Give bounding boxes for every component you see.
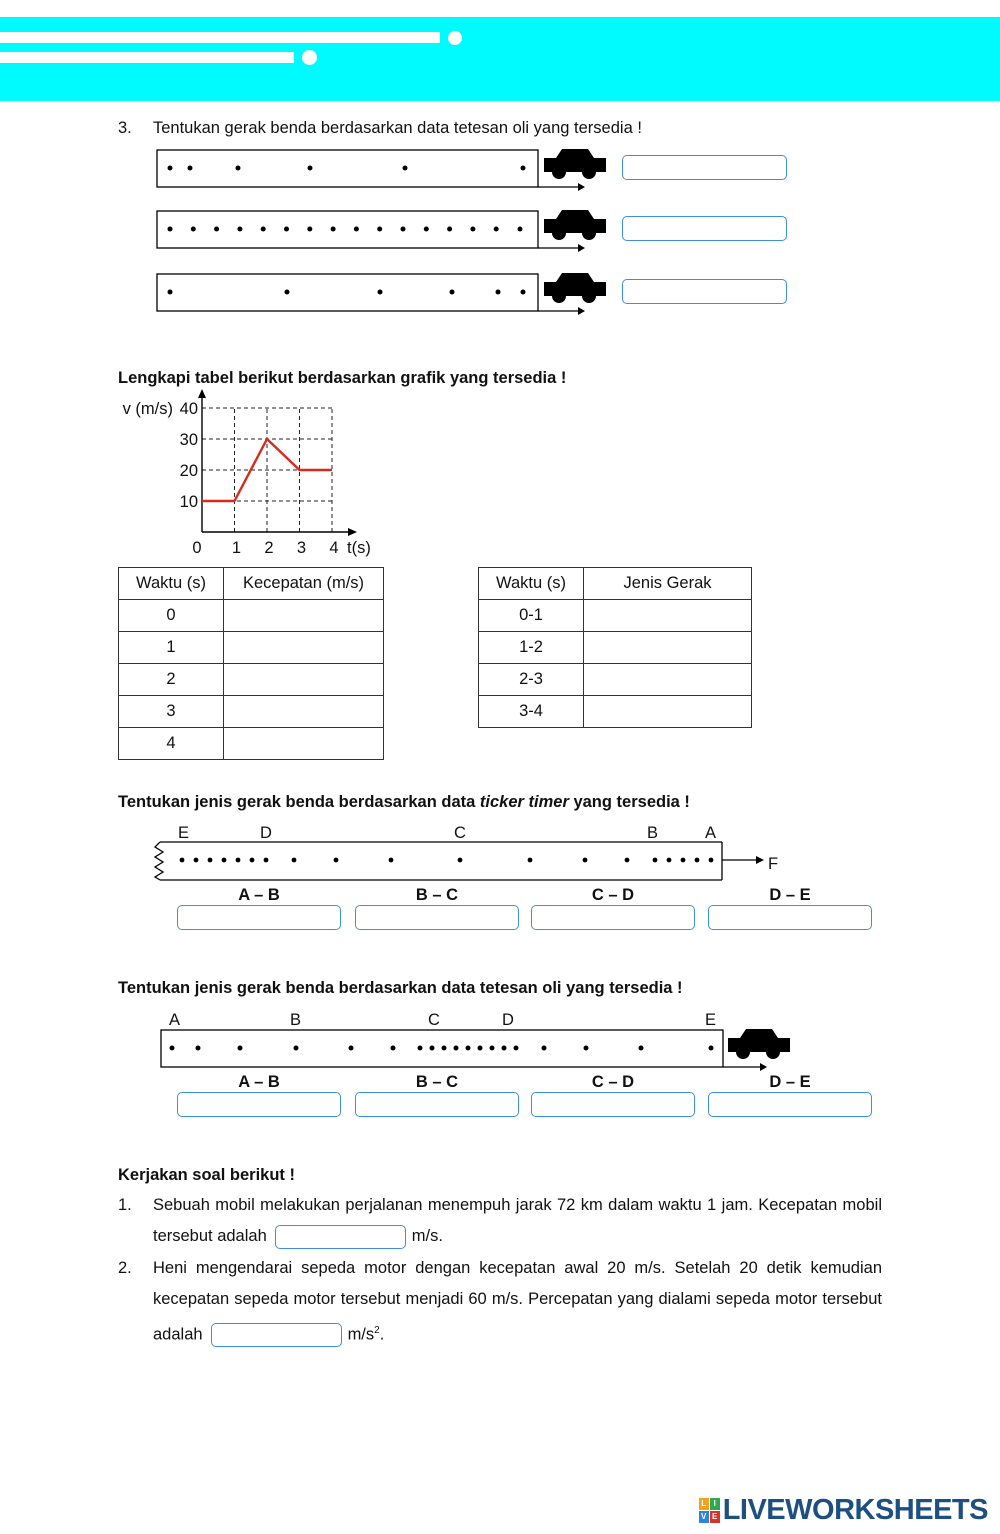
oil-drop <box>418 1046 423 1051</box>
oil-drop <box>307 227 312 232</box>
x-tick-label: 2 <box>264 539 274 557</box>
oil-drop <box>502 1046 507 1051</box>
liveworksheets-logo <box>699 1494 988 1527</box>
header-stripe <box>0 32 440 43</box>
section-heading-graph: Lengkapi tabel berikut berdasarkan grafik yang tersedia ! <box>118 369 567 387</box>
oil-drop <box>424 227 429 232</box>
motion-table-header: Waktu (s) <box>479 568 584 600</box>
speed-table <box>118 567 384 760</box>
unit-period: . <box>379 1325 385 1344</box>
velocity-time-chart <box>110 385 400 565</box>
oil-drop <box>518 227 523 232</box>
header-band <box>0 17 1000 101</box>
point-label-b: B <box>290 1011 302 1029</box>
time-cell: 0 <box>119 600 224 632</box>
oil-drop <box>168 290 173 295</box>
segment-label-bc: B – C <box>415 1073 459 1091</box>
table-row <box>119 664 384 696</box>
oil-drop <box>188 166 193 171</box>
chart-axes <box>198 389 357 536</box>
tick-dot <box>695 858 700 863</box>
motion-answer-cell[interactable] <box>584 632 752 664</box>
segment-label-bc: B – C <box>415 886 459 904</box>
logo-mark-letter: E <box>710 1511 720 1523</box>
header-dot <box>302 50 317 65</box>
segment-label-de: D – E <box>769 1073 811 1091</box>
oil-drop-strip-long <box>150 1025 800 1077</box>
section-heading-ticker <box>118 793 690 812</box>
x-tick-label: 0 <box>192 539 202 557</box>
answer-box-speed[interactable] <box>275 1225 406 1249</box>
table-row <box>119 600 384 632</box>
y-tick-label: 10 <box>179 493 198 511</box>
speed-answer-cell[interactable] <box>224 632 384 664</box>
logo-mark-letter: L <box>699 1498 709 1510</box>
tick-dot <box>458 858 463 863</box>
tick-dot <box>681 858 686 863</box>
question-number: 3. <box>118 119 132 137</box>
interval-cell: 0-1 <box>479 600 584 632</box>
answer-box-ticker-de[interactable] <box>708 905 872 930</box>
y-axis-arrow-icon <box>198 389 206 398</box>
oil-drop <box>285 290 290 295</box>
problem-2 <box>153 1253 882 1351</box>
problem-text: Sebuah mobil melakukan perjalanan menempuh jarak 72 km dalam waktu 1 jam. Kecepatan mobil tersebut adalah <box>153 1196 882 1245</box>
motion-table-header: Jenis Gerak <box>584 568 752 600</box>
point-label-b: B <box>647 824 659 842</box>
x-axis-label: t(s) <box>347 539 371 557</box>
oil-drop <box>261 227 266 232</box>
tick-dot <box>264 858 269 863</box>
oil-drop <box>196 1046 201 1051</box>
oil-strip-1 <box>157 149 606 191</box>
oil-drop <box>470 227 475 232</box>
heading-text: yang tersedia ! <box>568 793 690 811</box>
force-arrow-head <box>756 856 764 864</box>
oil-drop <box>331 227 336 232</box>
motion-answer-cell[interactable] <box>584 664 752 696</box>
oil-drop <box>401 227 406 232</box>
tick-dot <box>292 858 297 863</box>
motion-answer-cell[interactable] <box>584 600 752 632</box>
car-icon <box>728 1029 790 1059</box>
interval-cell: 2-3 <box>479 664 584 696</box>
segment-label-ab: A – B <box>238 1073 280 1091</box>
x-tick-label: 3 <box>296 539 307 557</box>
oil-drop <box>349 1046 354 1051</box>
oil-drop <box>521 166 526 171</box>
speed-answer-cell[interactable] <box>224 728 384 760</box>
car-icon <box>544 273 606 303</box>
oil-drop <box>639 1046 644 1051</box>
unit-exponent: 2 <box>374 1325 380 1336</box>
unit-label: m/s. <box>411 1227 443 1245</box>
time-cell: 4 <box>119 728 224 760</box>
tick-dot <box>236 858 241 863</box>
oil-drop <box>378 290 383 295</box>
table-row <box>479 600 752 632</box>
logo-text: LIVEWORKSHEETS <box>722 1494 988 1526</box>
tick-dot <box>528 858 533 863</box>
tick-dot <box>194 858 199 863</box>
answer-box-strip-2[interactable] <box>622 216 787 241</box>
answer-box-strip-3[interactable] <box>622 279 787 304</box>
header-stripe <box>0 52 294 63</box>
answer-box-acceleration[interactable] <box>211 1323 342 1347</box>
point-label-e: E <box>178 824 190 842</box>
problem-number: 1. <box>118 1196 132 1214</box>
table-row <box>119 696 384 728</box>
segment-label-cd: C – D <box>591 1073 635 1091</box>
table-row <box>119 728 384 760</box>
oil-drop <box>542 1046 547 1051</box>
tick-dot <box>709 858 714 863</box>
question-text: Tentukan gerak benda berdasarkan data tetesan oli yang tersedia ! <box>153 119 642 137</box>
answer-box-ticker-ab[interactable] <box>177 905 341 930</box>
oil-drop <box>490 1046 495 1051</box>
oil-drop <box>168 227 173 232</box>
point-label-a: A <box>705 824 717 842</box>
oil-drop <box>466 1046 471 1051</box>
oil-drop <box>514 1046 519 1051</box>
section-heading-problems: Kerjakan soal berikut ! <box>118 1166 295 1184</box>
point-label-a: A <box>169 1011 181 1029</box>
tick-dot <box>583 858 588 863</box>
tick-dot <box>667 858 672 863</box>
oil-drop <box>447 227 452 232</box>
segment-label-ab: A – B <box>238 886 280 904</box>
y-tick-label: 30 <box>179 431 198 449</box>
speed-table-header: Kecepatan (m/s) <box>224 568 384 600</box>
oil-drop <box>478 1046 483 1051</box>
oil-drop <box>403 166 408 171</box>
answer-box-ticker-bc[interactable] <box>355 905 519 930</box>
oil-drop <box>294 1046 299 1051</box>
y-axis-label: v (m/s) <box>122 400 173 418</box>
problem-text: Heni mengendarai sepeda motor dengan kecepatan awal 20 m/s. Setelah 20 detik kemudian kecepatan sepeda motor tersebut menjadi 60 m/s. Percepatan yang dialami sepeda motor tersebut adalah <box>153 1259 882 1344</box>
tick-dot <box>180 858 185 863</box>
time-cell: 2 <box>119 664 224 696</box>
logo-mark-icon <box>699 1498 720 1523</box>
oil-drop-strips <box>150 145 610 320</box>
car-icon <box>544 149 606 179</box>
oil-drop <box>450 290 455 295</box>
speed-table-header: Waktu (s) <box>119 568 224 600</box>
table-row <box>479 696 752 728</box>
y-tick-label: 20 <box>179 462 198 480</box>
torn-edge <box>155 842 163 880</box>
oil-drop <box>308 166 313 171</box>
motion-table <box>478 567 752 728</box>
oil-drop <box>214 227 219 232</box>
table-row <box>119 632 384 664</box>
tick-dot <box>222 858 227 863</box>
problem-1 <box>153 1190 882 1252</box>
answer-box-strip-1[interactable] <box>622 155 787 180</box>
point-label-c: C <box>428 1011 440 1029</box>
speed-answer-cell[interactable] <box>224 696 384 728</box>
point-label-c: C <box>454 824 466 842</box>
heading-text: Tentukan jenis gerak benda berdasarkan data <box>118 793 480 811</box>
oil-drop <box>391 1046 396 1051</box>
oil-drop <box>521 290 526 295</box>
point-label-d: D <box>260 824 272 842</box>
tick-dot <box>250 858 255 863</box>
answer-box-ticker-cd[interactable] <box>531 905 695 930</box>
logo-mark-letter: I <box>710 1498 720 1510</box>
oil-drop <box>496 290 501 295</box>
oil-drop <box>454 1046 459 1051</box>
answer-box-oil-ab[interactable] <box>177 1092 341 1117</box>
problem-number: 2. <box>118 1259 132 1277</box>
table-row <box>479 664 752 696</box>
x-tick-label: 4 <box>329 539 339 557</box>
oil-drop <box>170 1046 175 1051</box>
speed-answer-cell[interactable] <box>224 600 384 632</box>
interval-cell: 3-4 <box>479 696 584 728</box>
answer-box-oil-bc[interactable] <box>355 1092 519 1117</box>
oil-drop <box>584 1046 589 1051</box>
oil-drop <box>442 1046 447 1051</box>
oil-drop <box>709 1046 714 1051</box>
speed-answer-cell[interactable] <box>224 664 384 696</box>
oil-drop <box>238 1046 243 1051</box>
tick-dot <box>625 858 630 863</box>
x-axis-arrow-icon <box>348 528 357 536</box>
time-cell: 3 <box>119 696 224 728</box>
ticker-tape <box>150 838 780 886</box>
tick-dot <box>334 858 339 863</box>
motion-answer-cell[interactable] <box>584 696 752 728</box>
logo-mark-letter: V <box>699 1511 709 1523</box>
answer-box-oil-cd[interactable] <box>531 1092 695 1117</box>
segment-label-de: D – E <box>769 886 811 904</box>
oil-drop <box>191 227 196 232</box>
oil-drop <box>237 227 242 232</box>
tick-dot <box>208 858 213 863</box>
oil-drop <box>377 227 382 232</box>
tick-dot <box>389 858 394 863</box>
time-cell: 1 <box>119 632 224 664</box>
force-label: F <box>768 855 779 873</box>
tick-dot <box>653 858 658 863</box>
header-dot <box>448 31 462 45</box>
oil-drop <box>168 166 173 171</box>
unit-label: m/s <box>347 1325 375 1344</box>
oil-drop <box>494 227 499 232</box>
answer-box-oil-de[interactable] <box>708 1092 872 1117</box>
oil-strip-3 <box>157 273 606 315</box>
oil-drop <box>354 227 359 232</box>
table-row <box>479 632 752 664</box>
point-label-e: E <box>705 1011 717 1029</box>
segment-label-cd: C – D <box>591 886 635 904</box>
x-tick-label: 1 <box>231 539 242 557</box>
point-label-d: D <box>502 1011 514 1029</box>
section-heading-oil: Tentukan jenis gerak benda berdasarkan data tetesan oli yang tersedia ! <box>118 979 683 997</box>
y-tick-label: 40 <box>179 400 198 418</box>
heading-italic: ticker timer <box>479 793 569 811</box>
oil-drop <box>430 1046 435 1051</box>
oil-drop <box>236 166 241 171</box>
car-icon <box>544 210 606 240</box>
interval-cell: 1-2 <box>479 632 584 664</box>
oil-strip-2 <box>157 210 606 252</box>
oil-drop <box>284 227 289 232</box>
